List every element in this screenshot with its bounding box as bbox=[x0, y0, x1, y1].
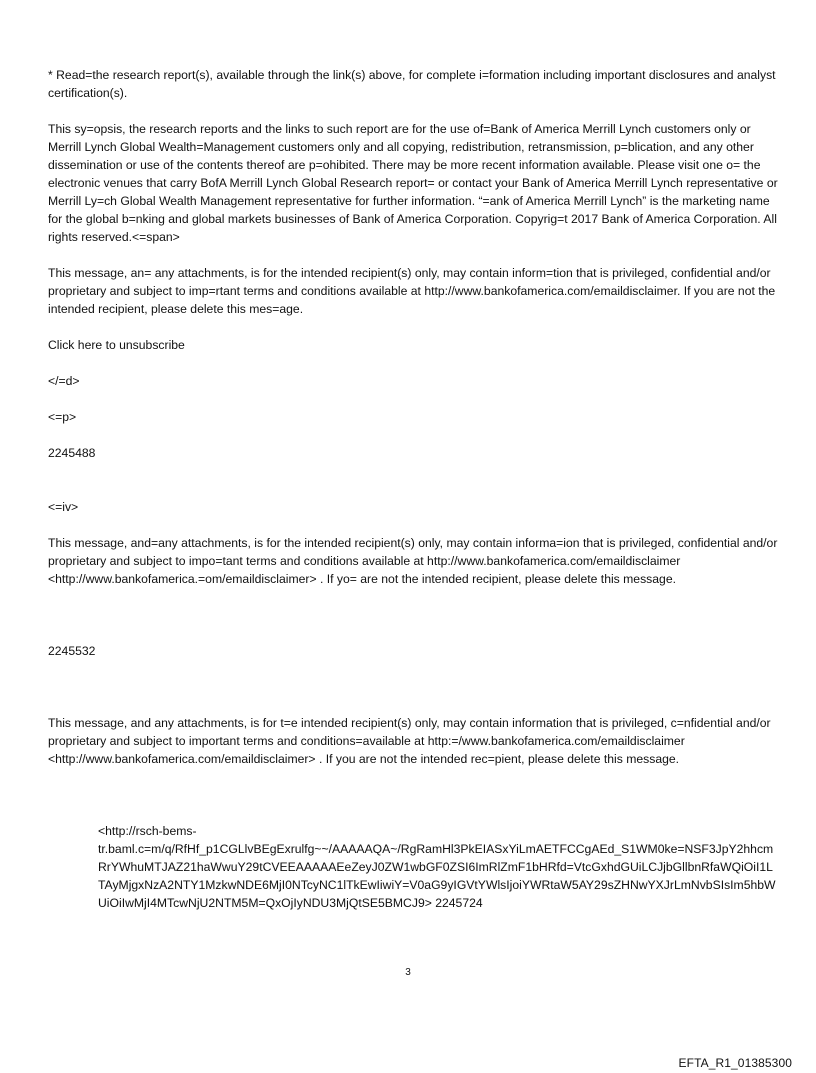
html-fragment: <=p> bbox=[48, 410, 77, 424]
synopsis-disclaimer: This sy=opsis, the research reports and the links to such report are for the use of=Bank of America Merrill Lynch customers only or Merrill Lynch Global Wealth=Management customers only and all copying, redistribution, retransmission, p=blication, and any other dissemination or use of the contents thereof are p=ohibited. There may be more recent information available. Please visit one o= the electronic venues that carry BofA Merrill Lynch Global Research report= or contact your Bank of America Merrill Lynch representative or Merrill Ly=ch Global Wealth Management representative for further information. “=ank of America Merrill Lynch” is the marketing name for the global b=nking and global markets businesses of Bank of America Corporation. Copyrig=t 2017 Bank of America Corporation. All rights reserved.<=span> bbox=[48, 122, 778, 244]
message-id: 2245532 bbox=[48, 644, 96, 658]
message-disclaimer: This message, and=any attachments, is for the intended recipient(s) only, may contain informa=ion that is privileged, confidential and/or proprietary and subject to impo=tant terms and conditions available at http://www.bankofamerica.com/emaildisclaimer <http://www.bankofamerica.=om/emaildisclaimer> . If yo= are not the intended recipient, please delete this message. bbox=[48, 536, 778, 586]
document-id: EFTA_R1_01385300 bbox=[678, 1056, 792, 1070]
message-disclaimer: This message, and any attachments, is for t=e intended recipient(s) only, may contain information that is privileged, c=nfidential and/or proprietary and subject to important terms and conditions=available at http:=/www.bankofamerica.com/emaildisclaimer <http://www.bankofamerica.com/emaildisclaimer> . If you are not the intended rec=pient, please delete this message. bbox=[48, 716, 771, 766]
html-fragment: </=d> bbox=[48, 374, 80, 388]
document-body bbox=[48, 66, 778, 912]
message-disclaimer: This message, an= any attachments, is for the intended recipient(s) only, may contain inform=tion that is privileged, confidential and/or proprietary and subject to imp=rtant terms and conditions available at http://www.bankofamerica.com/emaildisclaimer. If you are not the intended recipient, please delete this mes=age. bbox=[48, 266, 776, 316]
tracking-link[interactable]: <http://rsch-bems-tr.baml.c=m/q/RfHf_p1CGLlvBEgExrulfg~~/AAAAAQA~/RgRamHl3PkEIASxYiLmAETFCCgAEd_S1WM0ke=NSF3JpY2hhcmRrYWhuMTJAZ21haWwuY29tCVEEAAAAAEeZeyJ0ZW1wbGF0ZSI6ImRlZmF1bHRfd=VtcGxhdGUiLCJjbGllbnRfaWQiOiI1LTAyMjgxNzA2NTY1MzkwNDE6MjI0NTcyNC1lTkEwIiwiY=V0aG9yIGVtYWlsIjoiYWRtaW5AY29sZHNwYXJrLmNvbSIsIm5hbWUiOiIwMjI4MTcwNjU2NTM5M=QxOjIyNDU3MjQtSE5BMCJ9> 2245724 bbox=[98, 824, 776, 910]
unsubscribe-link[interactable]: Click here to unsubscribe bbox=[48, 338, 185, 352]
html-fragment: <=iv> bbox=[48, 500, 79, 514]
research-report-note: * Read=the research report(s), available through the link(s) above, for complete i=formation including important disclosures and analyst certification(s). bbox=[48, 68, 776, 100]
message-id: 2245488 bbox=[48, 446, 96, 460]
page-number: 3 bbox=[405, 967, 411, 978]
